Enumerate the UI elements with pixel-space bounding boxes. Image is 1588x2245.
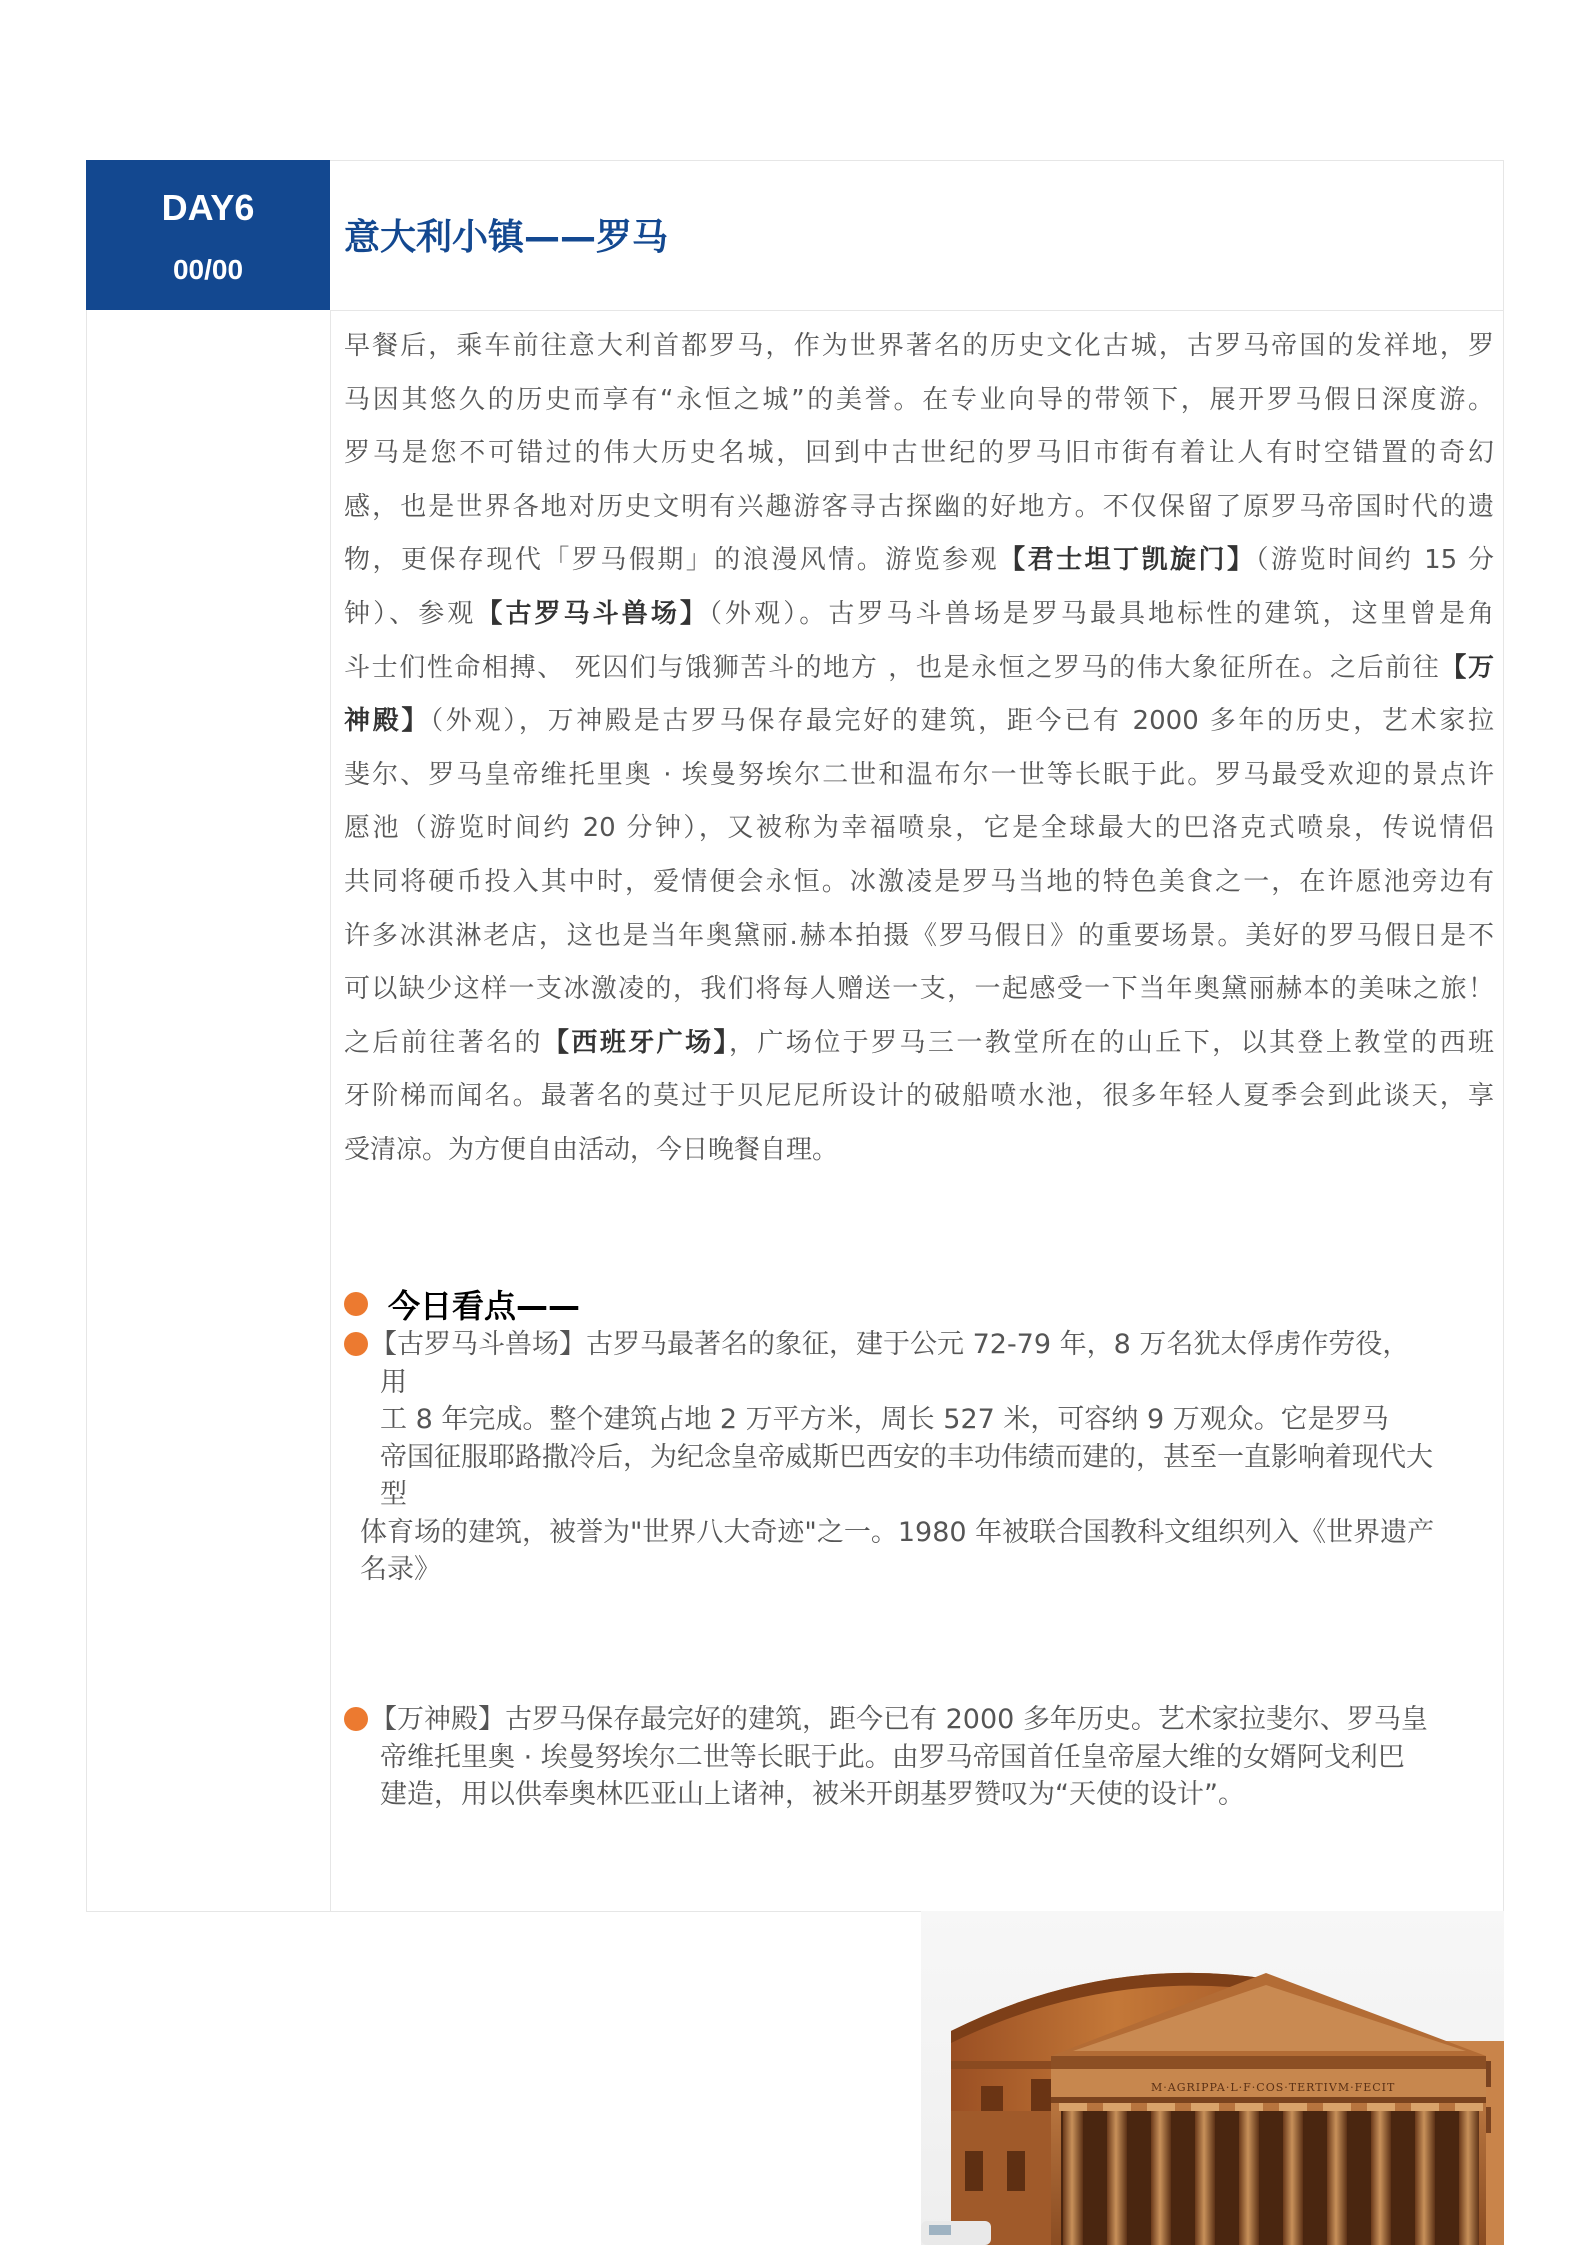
description-line: 许多冰淇淋老店，这也是当年奥黛丽.赫本拍摄《罗马假日》的重要场景。美好的罗马假日是不 [344,920,1494,951]
description-line: 可以缺少这样一支冰激凌的，我们将每人赠送一支，一起感受一下当年奥黛丽赫本的美味之旅！ [344,974,1494,1005]
description-text: 物，更保存现代「罗马假期」的浪漫风情。游览参观 [344,545,1000,576]
attraction-name: 【西班牙广场】 [542,1027,729,1058]
description-line: 牙阶梯而闻名。最著名的莫过于贝尼尼所设计的破船喷水池，很多年轻人夏季会到此谈天，享 [344,1081,1494,1112]
description-line [344,695,1494,749]
bullet-icon [344,1332,368,1356]
description-line [344,534,1494,588]
bullet-icon [344,1292,368,1316]
description-line: 斐尔、罗马皇帝维托里奥 · 埃曼努埃尔二世和温布尔一世等长眠于此。罗马最受欢迎的景点许 [344,759,1494,790]
description-line: 感，也是世界各地对历史文明有兴趣游客寻古探幽的好地方。不仅保留了原罗马帝国时代的遗 [344,491,1494,522]
highlight-line: 体育场的建筑，被誉为"世界八大奇迹"之一。1980 年被联合国教科文组织列入《世界遗产 [360,1516,1435,1548]
description-line: 早餐后，乘车前往意大利首都罗马，作为世界著名的历史文化古城，古罗马帝国的发祥地，罗 [344,331,1494,361]
description-line: 受清凉。为方便自由活动，今日晚餐自理。 [344,1134,839,1165]
title-divider [330,310,1504,311]
highlight-line: 帝国征服耶路撒冷后，为纪念皇帝威斯巴西安的丰功伟绩而建的，甚至一直影响着现代大 [380,1441,1433,1473]
highlight-line: 名录》 [360,1554,441,1585]
pantheon-illustration [921,1911,1504,2245]
description-line: 罗马是您不可错过的伟大历史名城，回到中古世纪的罗马旧市街有着让人有时空错置的奇幻 [344,438,1494,469]
attraction-name: 【古罗马斗兽场】 [476,598,709,629]
highlight-line: 型 [380,1479,407,1510]
day-date: 00/00 [172,254,244,285]
description-text: 之后前往著名的 [344,1027,543,1058]
description-text: 斗士们性命相搏、 死囚们与饿狮苦斗的地方 ，也是永恒之罗马的伟大象征所在。之后前往 [344,652,1441,683]
highlight-line: 帝维托里奥 · 埃曼努埃尔二世等长眠于此。由罗马帝国首任皇帝屋大维的女婿阿戈利巴 [380,1741,1405,1773]
highlight-line: 【古罗马斗兽场】古罗马最著名的象征，建于公元 72-79 年，8 万名犹太俘虏作劳役， [370,1329,1410,1360]
column-divider [330,310,331,1912]
photo-inscription: M·AGRIPPA·L·F·COS·TERTIVM·FECIT [1151,2081,1396,2094]
description-line: 共同将硬币投入其中时，爱情便会永恒。冰激凌是罗马当地的特色美食之一，在许愿池旁边有 [344,866,1494,897]
description-text: （游览时间约 15 分 [1255,545,1494,576]
description-text: （外观）。古罗马斗兽场是罗马最具地标性的建筑，这里曾是角 [708,598,1494,629]
attraction-name: 神殿】 [344,706,431,737]
highlight-line: 【万神殿】古罗马保存最完好的建筑，距今已有 2000 多年历史。艺术家拉斐尔、罗马皇 [370,1704,1428,1735]
day-label: DAY6 [161,187,255,228]
pantheon-photo [921,1911,1504,2245]
description-text: 钟）、参观 [344,598,477,629]
highlight-line: 用 [380,1366,407,1398]
description-text: （外观），万神殿是古罗马保存最完好的建筑，距今已有 2000 多年的历史，艺术家拉 [430,706,1494,737]
highlight-line: 工 8 年完成。整个建筑占地 2 万平方米，周长 527 米，可容纳 9 万观众。它是罗马 [380,1404,1389,1435]
description-line [344,642,1494,696]
description-line: 愿池（游览时间约 20 分钟），又被称为幸福喷泉，它是全球最大的巴洛克式喷泉，传说情侣 [344,813,1494,844]
description-line [344,1017,1494,1071]
description-line [344,588,1494,642]
attraction-name: 【君士坦丁凯旋门】 [999,545,1256,576]
description-text: ，广场位于罗马三一教堂所在的山丘下，以其登上教堂的西班 [728,1027,1494,1058]
day-badge [86,160,330,310]
bullet-icon [344,1707,368,1731]
day-title: 意大利小镇——罗马 [344,217,669,258]
highlight-line: 建造，用以供奉奥林匹亚山上诸神，被米开朗基罗赞叹为“天使的设计”。 [380,1779,1245,1810]
description-line: 马因其悠久的历史而享有“永恒之城”的美誉。在专业向导的带领下，展开罗马假日深度游。 [344,384,1494,415]
attraction-name: 【万 [1440,652,1494,683]
day-description [344,320,1494,1178]
highlights-heading-label: 今日看点—— [388,1287,581,1325]
